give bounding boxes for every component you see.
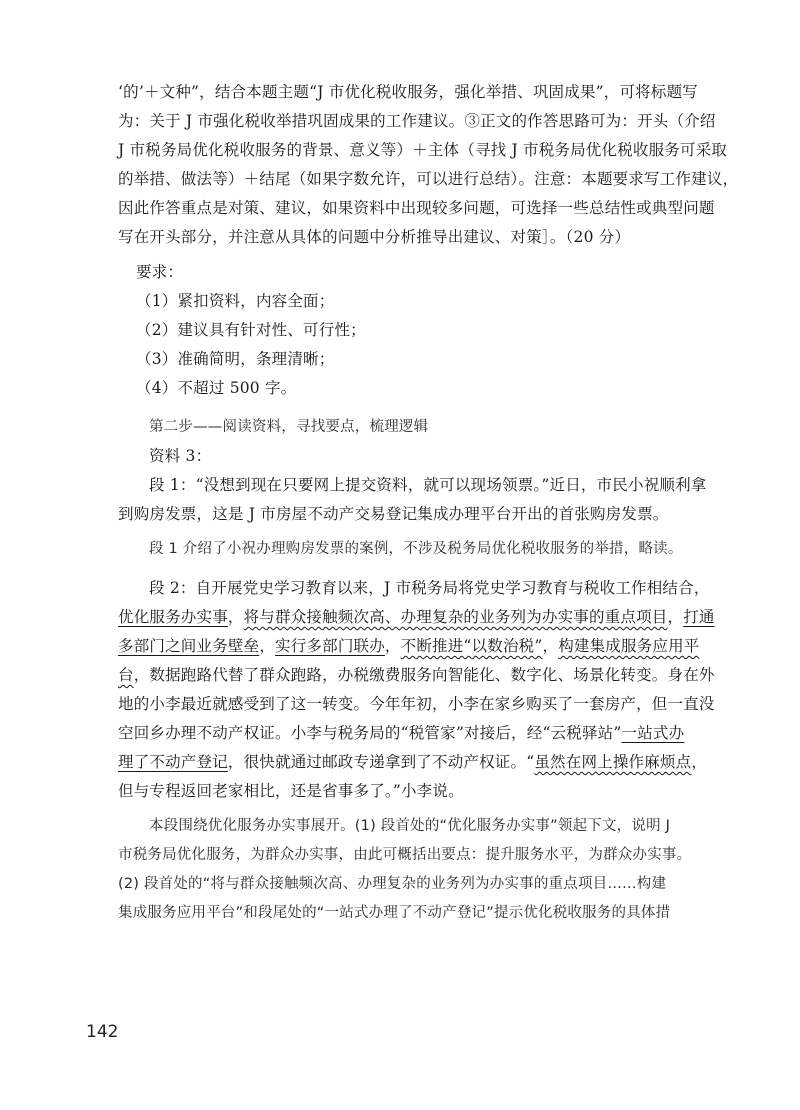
underlined-phrase: 打通 xyxy=(683,608,715,626)
wavy-underlined-phrase: 不断推进“以数治税” xyxy=(400,637,543,655)
intro-paragraph xyxy=(118,78,739,252)
requirements-title: 要求： xyxy=(136,263,184,281)
underlined-phrase: 实行多部门联办 xyxy=(275,637,385,655)
text-line: 理了不动产登记，很快就通过邮政专递拿到了不动产权证。“虽然在网上操作麻烦点， xyxy=(118,753,708,771)
text-line: 本段围绕优化服务办实事展开。(1) 段首处的“优化服务办实事”领起下文，说明 J xyxy=(149,818,671,834)
underlined-phrase: 多部门之间业务壁垒 xyxy=(118,637,260,655)
text-line: 写在开头部分，并注意从具体的问题中分析推导出建议、对策］。（20 分） xyxy=(118,228,631,246)
wavy-underlined-phrase: 虽然在网上操作麻烦点 xyxy=(534,753,692,771)
text-line: 空回乡办理不动产权证。小李与税务局的“税管家”对接后，经“云税驿站”一站式办 xyxy=(118,724,685,742)
text-line: 为：关于 J 市强化税收举措巩固成果的工作建议。③正文的作答思路可为：开头（介绍 xyxy=(118,112,716,130)
underlined-phrase: 理了不动产登记 xyxy=(118,753,228,771)
requirement-item: （1）紧扣资料，内容全面； xyxy=(136,292,335,310)
paragraph-1 xyxy=(118,471,707,529)
analysis-paragraph xyxy=(118,812,698,928)
text-line: 多部门之间业务壁垒，实行多部门联办，不断推进“以数治税”，构建集成服务应用平 xyxy=(118,637,700,655)
paragraph-2 xyxy=(118,574,715,806)
text-line: 集成服务应用平台”和段尾处的“一站式办理了不动产登记”提示优化税收服务的具体措 xyxy=(118,905,671,921)
text-line: 段 2：自开展党史学习教育以来，J 市税务局将党史学习教育与税收工作相结合， xyxy=(149,579,710,597)
wavy-underlined-phrase: 将与群众接触频次高、办理复杂的业务列为办实事的重点项目 xyxy=(243,608,668,626)
page-body xyxy=(118,78,739,928)
text-line: (2) 段首处的“将与群众接触频次高、办理复杂的业务列为办实事的重点项目……构建 xyxy=(118,876,667,892)
step-title: 第二步——阅读资料，寻找要点，梳理逻辑 xyxy=(149,419,429,435)
text-line: 台，数据跑路代替了群众跑路，办税缴费服务向智能化、数字化、场景化转变。身在外 xyxy=(118,666,715,684)
text-line: 到购房发票，这是 J 市房屋不动产交易登记集成办理平台开出的首张购房发票。 xyxy=(118,505,669,523)
requirement-item: （4）不超过 500 字。 xyxy=(136,379,297,397)
text-line: 段 1：“没想到现在只要网上提交资料，就可以现场领票。”近日，市民小祝顺利拿 xyxy=(149,476,707,494)
underlined-phrase: 优化服务办实事 xyxy=(118,608,228,626)
text-line: 因此作答重点是对策、建议，如果资料中出现较多问题，可选择一些总结性或典型问题 xyxy=(118,199,715,217)
text-line: 市税务局优化服务，为群众办实事，由此可概括出要点：提升服务水平，为群众办实事。 xyxy=(118,847,692,863)
text-line: 但与专程返回老家相比，还是省事多了。”小李说。 xyxy=(118,782,464,800)
note-paragraph-1: 段 1 介绍了小祝办理购房发票的案例，不涉及税务局优化税收服务的举措，略读。 xyxy=(149,541,683,557)
wavy-underlined-phrase: 台 xyxy=(118,666,134,684)
text-line: 的举措、做法等）＋结尾（如果字数允许，可以进行总结）。注意：本题要求写工作建议， xyxy=(118,170,739,188)
underlined-phrase: 一站式办 xyxy=(621,724,685,742)
text-line: 优化服务办实事，将与群众接触频次高、办理复杂的业务列为办实事的重点项目，打通 xyxy=(118,608,715,626)
material-label: 资料 3： xyxy=(149,447,212,465)
requirements-block xyxy=(118,258,698,403)
requirement-item: （3）准确简明，条理清晰； xyxy=(136,350,335,368)
wavy-underlined-phrase: 构建集成服务应用平 xyxy=(558,637,700,655)
text-line: 地的小李最近就感受到了这一转变。今年年初，小李在家乡购买了一套房产，但一直没 xyxy=(118,695,715,713)
text-line: ‘的’＋文种”，结合本题主题“J 市优化税收服务，强化举措、巩固成果”，可将标题写 xyxy=(118,83,698,101)
text-line: J 市税务局优化税收服务的背景、意义等）＋主体（寻找 J 市税务局优化税收服务可采取 xyxy=(118,141,728,159)
page-number: 142 xyxy=(86,1022,119,1042)
requirement-item: （2）建议具有针对性、可行性； xyxy=(136,321,366,339)
